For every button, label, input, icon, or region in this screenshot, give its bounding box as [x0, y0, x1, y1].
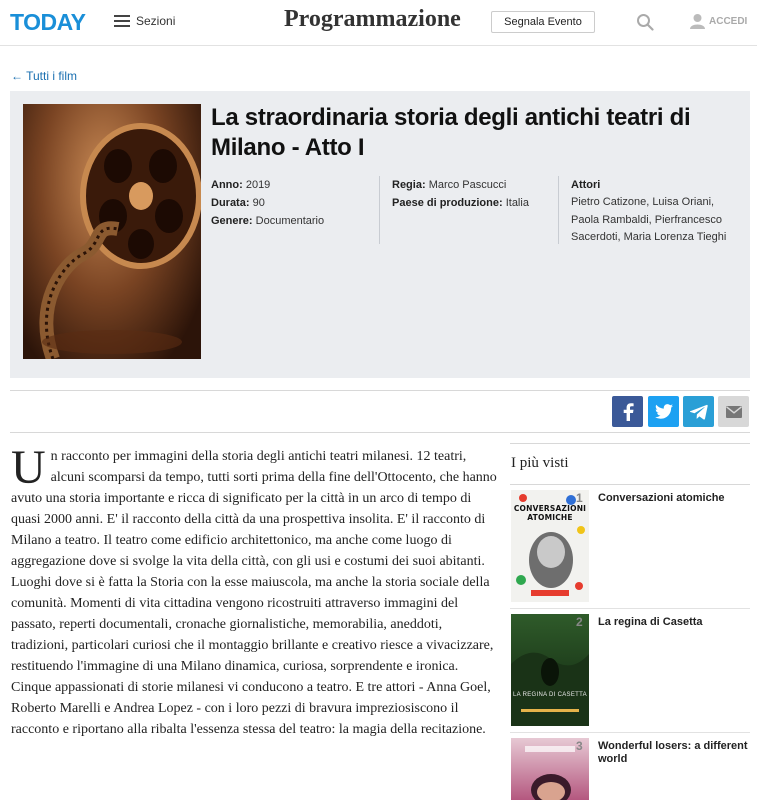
share-telegram-button[interactable]: [683, 396, 714, 427]
description-text: n racconto per immagini della storia degli antichi teatri milanesi. 12 teatri, alcuni scomparsi da tempo, tutti sorti prima della fine dell'Ottocento, che hanno avuto una storia importante e ricca di significato per la città in un arco di tempo di quasi 2000 anni. E' il racconto della città da una prospettiva insolita. E' il racconto di Milano a teatro. Il teatro come edificio architettonico, ma anche come luogo di aggregazione dove si svolge la vita della città, con gli usi e costumi dei suoi abitanti. Luoghi dove si è fatta la Storia con la esse maiuscola, ma anche la storia sociale della comunità. Momenti di vita cittadina vengono ricostruiti attraverso immagini del passato, reperti documentali, cronache giornalistiche, memorabilia, aneddoti, tradizioni, particolari curiosi che il montaggio brillante e creativo riesce a vivacizzare, restituendo l'immagine di una Milano dinamica, curiosa, sorprendente e ironica. Cinque appassionati di storie milanesi vi conducono a teatro. E tre attori - Anna Goel, Roberto Marelli e Andrea Lopez - con i loro pezzi di bravura impreziosiscono il racconto e riportano alla ribalta l'essenza stessa del teatro: la magia della recitazione.: [11, 449, 497, 737]
most-viewed-sidebar: [510, 443, 750, 800]
login-label: ACCEDI: [709, 15, 748, 27]
film-title: La straordinaria storia degli antichi teatri di Milano - Atto I: [211, 104, 691, 161]
share-email-button[interactable]: [718, 396, 749, 427]
sections-menu-button[interactable]: [114, 14, 175, 28]
poster-title: LA REGINA DI CASETTA: [513, 692, 587, 698]
duration-value: 90: [252, 197, 265, 209]
film-description: [11, 441, 497, 740]
sections-menu-label: Sezioni: [136, 14, 176, 28]
film-card: [10, 91, 750, 378]
country-label: Paese di produzione:: [392, 197, 503, 209]
film-info-basic: [211, 176, 376, 230]
user-icon: [690, 13, 705, 29]
site-header: [0, 0, 757, 46]
page-title: Programmazione: [284, 6, 461, 32]
movie-title[interactable]: La regina di Casetta: [598, 616, 703, 628]
movie-title[interactable]: Conversazioni atomiche: [598, 492, 725, 504]
rank-number: 1: [576, 491, 583, 505]
facebook-icon: [622, 403, 634, 421]
movie-thumbnail[interactable]: [511, 614, 589, 726]
login-button[interactable]: [690, 13, 747, 29]
poster-title: CONVERSAZIONI ATOMICHE: [513, 504, 587, 522]
email-icon: [726, 406, 742, 418]
report-event-button[interactable]: Segnala Evento: [491, 11, 595, 33]
year-value: 2019: [245, 179, 271, 191]
duration-label: Durata:: [211, 197, 250, 209]
film-poster: [23, 104, 201, 359]
movie-title[interactable]: Wonderful losers: a different world: [598, 740, 748, 765]
film-info-production: [379, 176, 555, 244]
genre-label: Genere:: [211, 215, 253, 227]
most-viewed-item[interactable]: [510, 733, 750, 800]
drop-cap: U: [11, 441, 46, 494]
search-icon[interactable]: [636, 13, 654, 31]
movie-thumbnail[interactable]: [511, 490, 589, 602]
divider: [10, 390, 750, 391]
most-viewed-title: I più visti: [510, 444, 750, 485]
back-to-films-link[interactable]: ← Tutti i film: [11, 69, 78, 83]
poster-art: [511, 614, 589, 726]
twitter-icon: [655, 404, 673, 419]
share-twitter-button[interactable]: [648, 396, 679, 427]
divider: [10, 432, 750, 433]
actors-label: Attori: [571, 179, 601, 191]
director-label: Regia:: [392, 179, 426, 191]
hamburger-icon: [114, 15, 130, 27]
director-value: Marco Pascucci: [428, 179, 507, 191]
year-label: Anno:: [211, 179, 243, 191]
most-viewed-item[interactable]: [510, 485, 750, 609]
share-facebook-button[interactable]: [612, 396, 643, 427]
genre-value: Documentario: [255, 215, 325, 227]
actors-value: Pietro Catizone, Luisa Oriani, Paola Rambaldi, Pierfrancesco Sacerdoti, Maria Lorenza Tieghi: [571, 196, 727, 243]
rank-number: 2: [576, 615, 583, 629]
film-info-actors: [558, 176, 743, 244]
telegram-icon: [690, 404, 708, 420]
site-logo[interactable]: TODAY: [10, 9, 86, 35]
country-value: Italia: [505, 197, 529, 209]
most-viewed-item[interactable]: [510, 609, 750, 733]
film-reel-icon: [23, 104, 201, 359]
rank-number: 3: [576, 739, 583, 753]
